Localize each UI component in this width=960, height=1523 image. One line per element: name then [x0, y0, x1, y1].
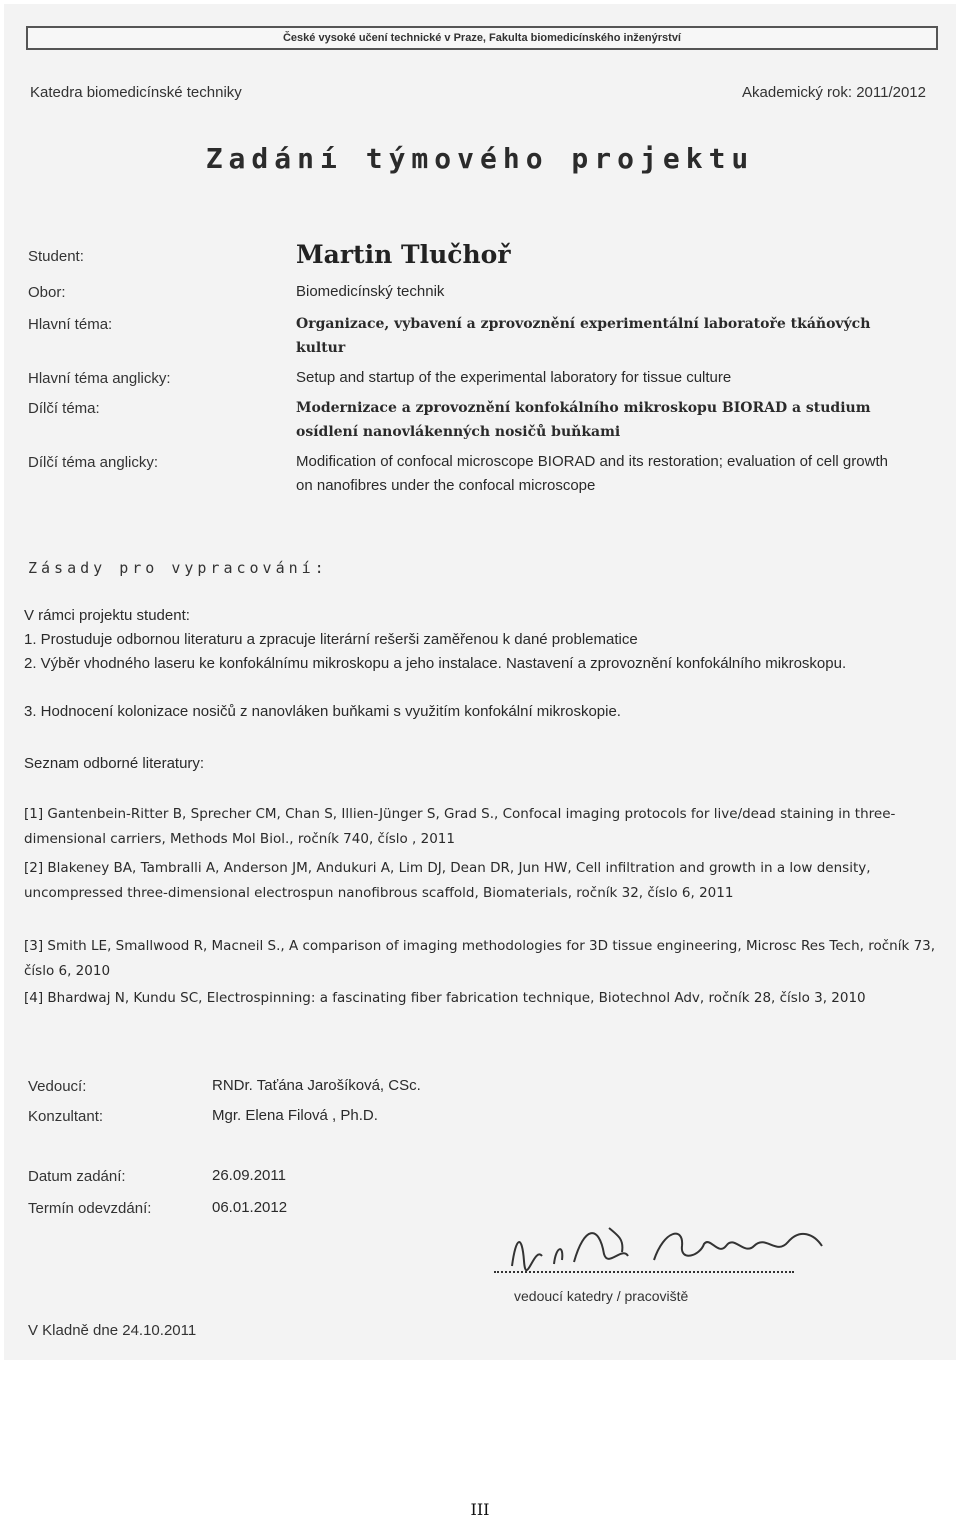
literature-item-4: [4] Bhardwaj N, Kundu SC, Electrospinning: a fascinating fiber fabrication technique, Biotechnol Adv, ročník 28, číslo 3, 2010 — [24, 990, 866, 1006]
obor-label: Obor: — [28, 284, 66, 301]
sub-topic-en-value: Modification of confocal microscope BIORAD and its restoration; evaluation of cell growth on nanofibres under the confocal microscope — [296, 453, 888, 494]
institution-header: České vysoké učení technické v Praze, Fakulta biomedicínského inženýrství — [26, 26, 938, 50]
signature-caption: vedoucí katedry / pracoviště — [514, 1288, 689, 1304]
zadani-label: Datum zadání: — [28, 1168, 126, 1185]
odevzdani-label: Termín odevzdání: — [28, 1200, 152, 1217]
zasady-heading: Zásady pro vypracování: — [28, 559, 328, 577]
zasady-intro: V rámci projektu student: — [24, 607, 190, 624]
place-date: V Kladně dne 24.10.2011 — [28, 1322, 197, 1339]
konzultant-label: Konzultant: — [28, 1108, 104, 1125]
academic-year: Akademický rok: 2011/2012 — [742, 84, 926, 101]
main-topic-label: Hlavní téma: — [28, 316, 113, 333]
literature-item-1: [1] Gantenbein-Ritter B, Sprecher CM, Chan S, Illien-Jünger S, Grad S., Confocal imaging protocols for live/dead staining in three-dimensional carriers, Methods Mol Biol., ročník 740, číslo , 2011 — [24, 806, 896, 847]
main-topic-value: Organizace, vybavení a zprovoznění experimentální laboratoře tkáňových kultur — [296, 316, 871, 356]
odevzdani-value: 06.01.2012 — [212, 1199, 288, 1216]
obor-value: Biomedicínský technik — [296, 283, 445, 300]
main-topic-en-label: Hlavní téma anglicky: — [28, 370, 171, 387]
sub-topic-value: Modernizace a zprovoznění konfokálního mikroskopu BIORAD a studium osídlení nanovlákenných nosičů buňkami — [296, 400, 871, 440]
vedouci-value: RNDr. Taťána Jarošíková, CSc. — [212, 1077, 421, 1094]
sub-topic-label: Dílčí téma: — [28, 400, 100, 417]
signature-line — [494, 1271, 794, 1273]
zasady-item-3: 3. Hodnocení kolonizace nosičů z nanovláken buňkami s využitím konfokální mikroskopie. — [24, 703, 621, 720]
zasady-item-2: 2. Výběr vhodného laseru ke konfokálnímu mikroskopu a jeho instalace. Nastavení a zprovoznění konfokálního mikroskopu. — [24, 655, 847, 672]
sub-topic-en-label: Dílčí téma anglicky: — [28, 454, 159, 471]
scanned-document — [4, 4, 956, 1360]
literature-heading: Seznam odborné literatury: — [24, 755, 205, 772]
literature-item-2: [2] Blakeney BA, Tambralli A, Anderson JM, Andukuri A, Lim DJ, Dean DR, Jun HW, Cell infiltration and growth in a low density, uncompressed three-dimensional electrospun nanofibrous scaffold, Biomaterials, ročník 32, číslo 6, 2011 — [24, 860, 871, 901]
document-title: Zadání týmového projektu — [205, 142, 755, 175]
zasady-item-1: 1. Prostuduje odbornou literaturu a zpracuje literární rešerši zaměřenou k dané problematice — [24, 631, 638, 648]
literature-item-3: [3] Smith LE, Smallwood R, Macneil S., A comparison of imaging methodologies for 3D tissue engineering, Microsc Res Tech, ročník 73, číslo 6, 2010 — [24, 938, 936, 979]
student-name: Martin Tlučhoř — [296, 240, 511, 269]
signature-image — [504, 1216, 834, 1276]
main-topic-en-value: Setup and startup of the experimental laboratory for tissue culture — [296, 369, 732, 386]
konzultant-value: Mgr. Elena Filová , Ph.D. — [212, 1107, 378, 1124]
vedouci-label: Vedoucí: — [28, 1078, 87, 1095]
student-label: Student: — [28, 248, 84, 265]
page-number: III — [470, 1500, 490, 1519]
zadani-value: 26.09.2011 — [212, 1167, 286, 1184]
department: Katedra biomedicínské techniky — [30, 84, 242, 101]
